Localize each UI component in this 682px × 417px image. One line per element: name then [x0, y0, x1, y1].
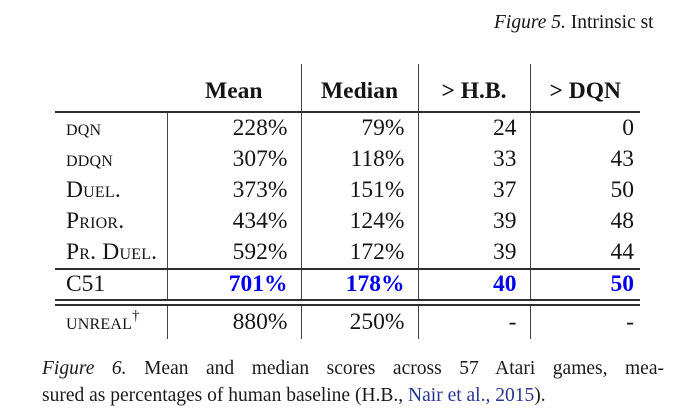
row-label: C51	[55, 269, 167, 300]
mean-cell: 307%	[167, 144, 301, 175]
row-label: ddqn	[66, 145, 114, 172]
gt-dqn-cell: 48	[530, 206, 640, 237]
dagger-superscript: †	[132, 307, 140, 324]
figure5-text: Intrinsic st	[565, 12, 654, 33]
gt-dqn-cell: 50	[530, 175, 640, 206]
gt-hb-cell: -	[418, 305, 530, 339]
figure6-label: Figure 6.	[42, 358, 127, 379]
row-label: Duel.	[66, 176, 121, 203]
table-row	[55, 206, 640, 237]
median-cell: 118%	[301, 144, 418, 175]
header-blank-cell	[55, 64, 167, 112]
median-cell: 124%	[301, 206, 418, 237]
table-row	[55, 237, 640, 269]
mean-cell: 880%	[167, 305, 301, 339]
median-cell: 250%	[301, 305, 418, 339]
gt-hb-cell: 39	[418, 237, 530, 269]
gt-hb-cell: 39	[418, 206, 530, 237]
header-gt-dqn: > DQN	[530, 64, 640, 112]
row-label: Prior.	[66, 207, 125, 234]
median-cell: 79%	[301, 112, 418, 144]
caption-line-1	[42, 355, 664, 382]
figure5-label: Figure 5.	[494, 12, 566, 33]
previous-figure-caption-partial	[494, 12, 654, 34]
figure6-caption	[42, 355, 664, 409]
mean-cell: 373%	[167, 175, 301, 206]
row-label: dqn	[66, 114, 102, 141]
gt-dqn-cell: -	[530, 305, 640, 339]
median-cell: 178%	[301, 269, 418, 300]
caption-text: ).	[534, 385, 546, 406]
caption-line-2	[42, 382, 664, 409]
table-row	[55, 144, 640, 175]
mean-cell: 701%	[167, 269, 301, 300]
unreal-footnote-row	[55, 305, 640, 339]
gt-hb-cell: 37	[418, 175, 530, 206]
gt-hb-cell: 24	[418, 112, 530, 144]
table-row	[55, 112, 640, 144]
gt-dqn-cell: 50	[530, 269, 640, 300]
caption-text: sured as percentages of human baseline (H.B.,	[42, 385, 409, 406]
mean-cell: 434%	[167, 206, 301, 237]
table-header-row	[55, 64, 640, 112]
caption-text: Mean and median scores across 57 Atari games, mea-	[126, 358, 664, 379]
gt-dqn-cell: 43	[530, 144, 640, 175]
mean-cell: 228%	[167, 112, 301, 144]
row-label: Pr. Duel.	[66, 238, 158, 265]
table-row	[55, 175, 640, 206]
header-gt-hb: > H.B.	[418, 64, 530, 112]
results-table	[55, 64, 640, 339]
header-median: Median	[301, 64, 418, 112]
header-mean: Mean	[167, 64, 301, 112]
median-cell: 172%	[301, 237, 418, 269]
citation-link[interactable]: Nair et al., 2015	[408, 385, 535, 406]
row-label: unreal†	[66, 307, 140, 335]
gt-dqn-cell: 0	[530, 112, 640, 144]
gt-hb-cell: 40	[418, 269, 530, 300]
c51-highlight-row	[55, 269, 640, 300]
results-table-container	[55, 64, 640, 339]
gt-dqn-cell: 44	[530, 237, 640, 269]
median-cell: 151%	[301, 175, 418, 206]
mean-cell: 592%	[167, 237, 301, 269]
gt-hb-cell: 33	[418, 144, 530, 175]
